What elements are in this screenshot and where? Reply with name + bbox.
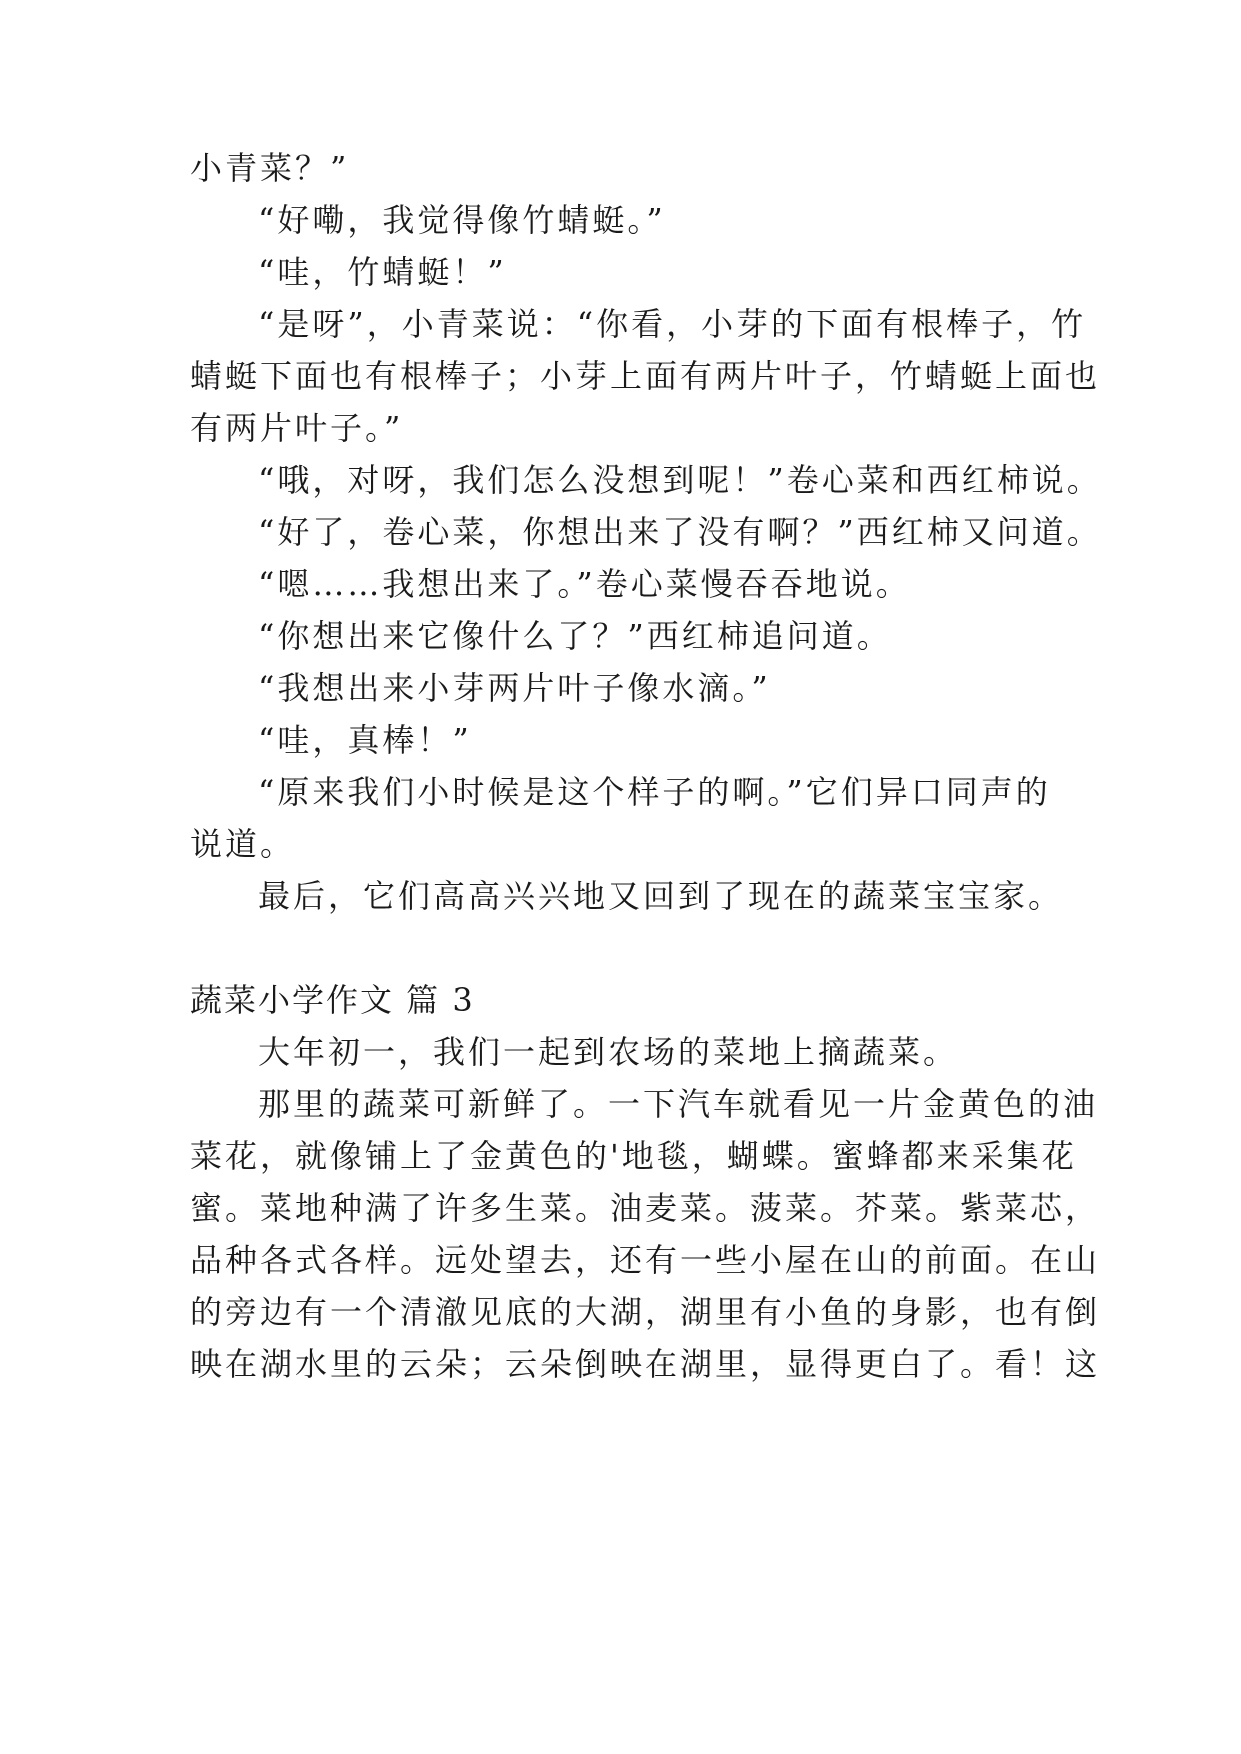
text-line: 有两片叶子。”: [190, 409, 404, 447]
text-line: “哇，竹蜻蜓！”: [258, 253, 507, 291]
text-line: 说道。: [190, 825, 296, 863]
text-line: 蜜。菜地种满了许多生菜。油麦菜。菠菜。芥菜。紫菜芯，: [190, 1189, 1101, 1227]
text-line: “是呀”，小青菜说：“你看，小芽的下面有根棒子，竹: [258, 305, 1087, 343]
text-line: “哇，真棒！”: [258, 721, 472, 759]
text-line: “你想出来它像什么了？”西红柿追问道。: [258, 617, 892, 655]
text-line: “嗯……我想出来了。”卷心菜慢吞吞地说。: [258, 565, 911, 603]
text-line: “哦，对呀，我们怎么没想到呢！”卷心菜和西红柿说。: [258, 461, 1102, 499]
text-line: 品种各式各样。远处望去，还有一些小屋在山的前面。在山: [190, 1241, 1101, 1279]
text-line: 小青菜？”: [190, 149, 350, 187]
text-line: “好了，卷心菜，你想出来了没有啊？”西红柿又问道。: [258, 513, 1102, 551]
text-line: “好嘞，我觉得像竹蜻蜓。”: [258, 201, 666, 239]
text-line: 最后，它们高高兴兴地又回到了现在的蔬菜宝宝家。: [258, 877, 1064, 915]
text-line: 映在湖水里的云朵；云朵倒映在湖里，显得更白了。看！这: [190, 1345, 1101, 1383]
text-line: 菜花，就像铺上了金黄色的'地毯，蝴蝶。蜜蜂都来采集花: [190, 1137, 1077, 1175]
text-line: 蜻蜓下面也有根棒子；小芽上面有两片叶子，竹蜻蜓上面也: [190, 357, 1101, 395]
text-line: “我想出来小芽两片叶子像水滴。”: [258, 669, 771, 707]
text-line: 大年初一，我们一起到农场的菜地上摘蔬菜。: [258, 1033, 959, 1071]
text-line: “原来我们小时候是这个样子的啊。”它们异口同声的: [258, 773, 1051, 811]
text-line: 的旁边有一个清澈见底的大湖，湖里有小鱼的身影，也有倒: [190, 1293, 1101, 1331]
text-line: 那里的蔬菜可新鲜了。一下汽车就看见一片金黄色的油: [258, 1085, 1099, 1123]
section-heading: 蔬菜小学作文 篇 3: [190, 981, 475, 1019]
